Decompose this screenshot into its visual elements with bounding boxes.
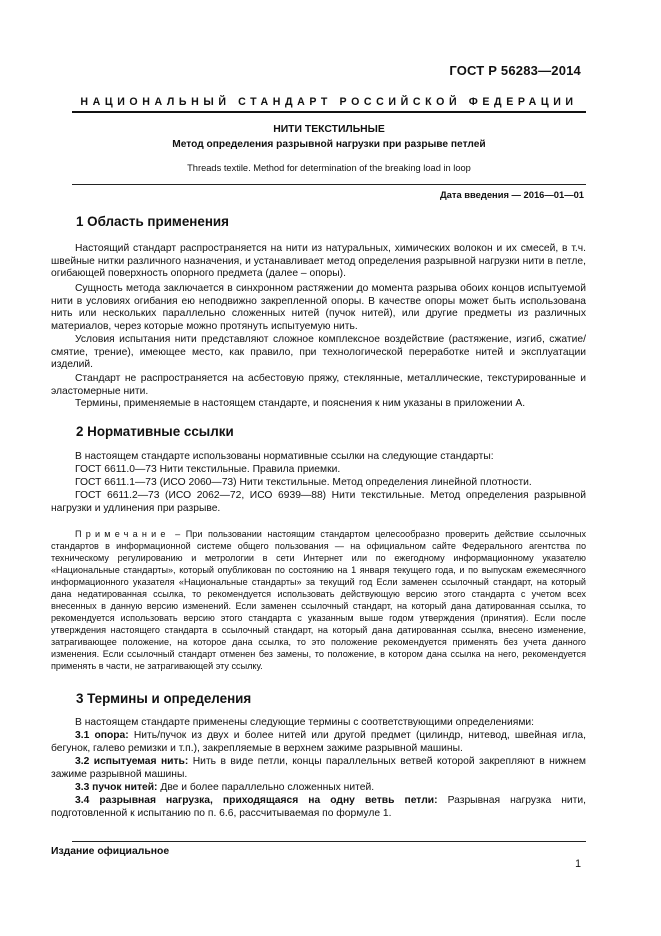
term-definition: 3.4 разрывная нагрузка, приходящаяся на одну ветвь петли: Разрывная нагрузка нити, подготовленной к испытанию по п. 6.6, рассчитываемая по формуле 1. (51, 795, 587, 819)
english-title: Threads textile. Method for determination of the breaking load in loop (187, 163, 471, 173)
note-label: Примечание (75, 529, 170, 539)
document-number: ГОСТ Р 56283—2014 (449, 63, 581, 78)
term-definition: 3.2 испытуемая нить: Нить в виде петли, концы параллельных ветвей которой закрепляют в нижнем зажиме разрывной машины. (51, 756, 586, 780)
official-edition-label: Издание официальное (51, 846, 170, 857)
section-1-paragraph: Сущность метода заключается в синхронном растяжении до момента разрыва обоих концов испытуемой нити в условиях огибания ею неподвижно закрепленной опоры. В качестве опоры может быть использована нить или нескольких параллельно сложенных нитей (пучок нитей), или другие предметы из различных материалов, через которые можно протянуть испытуемую нить. (51, 283, 586, 332)
national-standard-banner: НАЦИОНАЛЬНЫЙ СТАНДАРТ РОССИЙСКОЙ ФЕДЕРАЦИИ (80, 96, 578, 108)
term-definition: 3.1 опора: Нить/пучок из двух и более нитей или другой предмет (цилиндр, нитевод, швейная игла, бегунок, галево ремизки и т.п.), закрепляемые в верхнем зажиме разрывной машины. (51, 730, 586, 754)
intro-date: Дата введения — 2016—01—01 (439, 189, 584, 200)
section-1-paragraph: Стандарт не распространяется на асбестовую пряжу, стеклянные, металлические, текстурированные и эластомерные нити. (51, 373, 586, 397)
normative-note: Примечание – При пользовании настоящим стандартом целесообразно проверить действие ссылочных стандартов в информационной системе общего пользования — на официальном сайте Федерального агентства по техническому регулированию и метрологии в сети Интернет или по ежегодному информационному указателю «Национальные стандарты», который опубликован по состоянию на 1 января текущего года, и по выпускам ежемесячного информационного указателя «Национальные стандарты» за текущий год Если заменен ссылочный стандарт, на который дана недатированная ссылка, то рекомендуется использовать действующую версию этого стандарта с учетом всех внесенных в данную версию изменений. Если заменен ссылочный стандарт, на который дана датированная ссылка, то рекомендуется использовать версию этого стандарта с указанным выше годом утверждения (принятия). Если после утверждения настоящего стандарта в ссылочный стандарт, на который дана датированная ссылка, внесено изменение, затрагивающее положение, на которое дана ссылка, то это положение рекомендуется применять без учета данного изменения. Если ссылочный стандарт отменен без замены, то положение, в котором дана ссылка на него, рекомендуется применять в части, не затрагивающей эту ссылку. (51, 529, 586, 671)
term-label: 3.4 разрывная нагрузка, приходящаяся на одну ветвь петли: (75, 795, 438, 806)
term-definition: 3.3 пучок нитей: Две и более параллельно сложенных нитей. (75, 782, 375, 793)
section-1-heading: 1 Область применения (76, 214, 229, 229)
section-3-heading: 3 Термины и определения (76, 691, 252, 706)
header-divider (72, 111, 586, 113)
section-3-paragraph: В настоящем стандарте применены следующие термины с соответствующими определениями: (75, 717, 535, 728)
term-label: 3.3 пучок нитей: (75, 782, 158, 793)
term-label: 3.1 опора: (75, 730, 129, 741)
reference-item: ГОСТ 6611.1—73 (ИСО 2060—73) Нити текстильные. Метод определения линейной плотности. (75, 477, 532, 488)
section-1-paragraph: Условия испытания нити представляют сложное комплексное воздействие (растяжение, изгиб, сжатие/смятие, трение), имеющее место, как правило, при технологической переработке нитей и эксплуатации изделий. (51, 334, 586, 371)
document-subtitle: Метод определения разрывной нагрузки при разрыве петлей (172, 139, 486, 150)
section-2-heading: 2 Нормативные ссылки (76, 424, 234, 439)
section-2-paragraph: В настоящем стандарте использованы нормативные ссылки на следующие стандарты: (75, 451, 494, 462)
reference-item: ГОСТ 6611.0—73 Нити текстильные. Правила приемки. (75, 464, 341, 475)
title-divider (72, 184, 586, 185)
section-1-paragraph: Настоящий стандарт распространяется на нити из натуральных, химических волокон и их смесей, в т.ч. швейные нитки различного назначения, и устанавливает метод определения разрывной нагрузки нити в петле, огибающей поверхность опорного предмета (далее – опоры). (51, 243, 586, 280)
reference-item: ГОСТ 6611.2—73 (ИСО 2062—72, ИСО 6939—88) Нити текстильные. Метод определения разрывной нагрузки и удлинения при разрыве. (51, 490, 586, 514)
page-number: 1 (575, 858, 581, 870)
term-label: 3.2 испытуемая нить: (75, 756, 189, 767)
section-1-paragraph: Термины, применяемые в настоящем стандарте, и пояснения к ним указаны в приложении А. (75, 398, 526, 409)
document-title: НИТИ ТЕКСТИЛЬНЫЕ (273, 124, 385, 135)
footer-divider (72, 841, 586, 842)
